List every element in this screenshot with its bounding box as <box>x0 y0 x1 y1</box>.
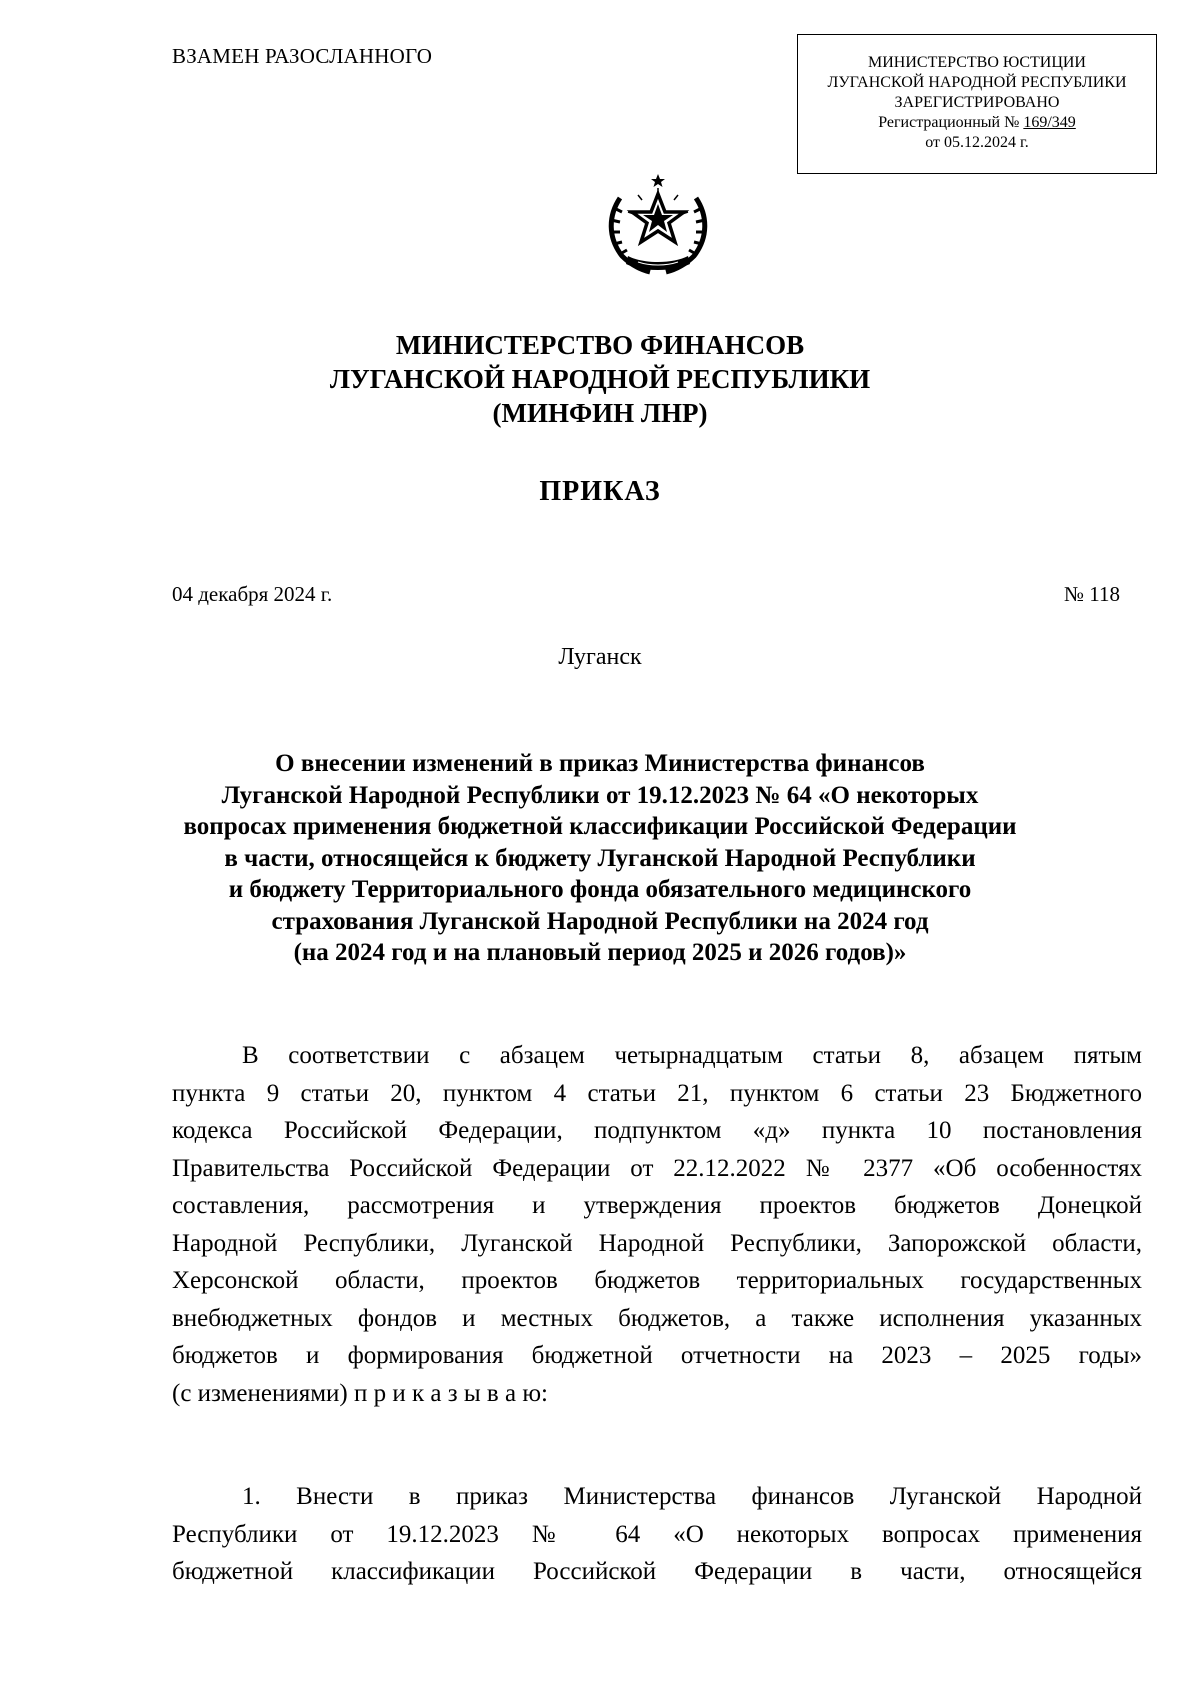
document-city: Луганск <box>558 644 642 670</box>
subject-line: О внесении изменений в приказ Министерства финансов <box>275 750 925 777</box>
ministry-line-1: МИНИСТЕРСТВО ФИНАНСОВ <box>395 330 805 360</box>
reg-republic-line: ЛУГАНСКОЙ НАРОДНОЙ РЕСПУБЛИКИ <box>827 74 1127 91</box>
paragraph-line: внебюджетных фондов и местных бюджетов, а также исполнения указанных <box>172 1304 1142 1332</box>
paragraph-line: кодекса Российской Федерации, подпунктом «д» пункта 10 постановления <box>172 1117 1142 1144</box>
paragraph-line: (с изменениями) п р и к а з ы в а ю: <box>172 1379 548 1407</box>
paragraph-line: бюджетной классификации Российской Федерации в части, относящейся <box>172 1558 1142 1585</box>
reg-date: от 05.12.2024 г. <box>925 134 1029 151</box>
ministry-line-2: ЛУГАНСКОЙ НАРОДНОЙ РЕСПУБЛИКИ <box>329 364 871 394</box>
document-number: № 118 <box>1063 582 1120 606</box>
reg-number-prefix: Регистрационный № <box>878 114 1024 131</box>
ministry-name <box>0 328 1200 430</box>
reg-number-line <box>798 113 1156 133</box>
subject-line: страхования Луганской Народной Республики на 2024 год <box>271 907 929 935</box>
paragraph-line: 1. Внести в приказ Министерства финансов Луганской Народной <box>242 1483 1142 1510</box>
document-subject <box>120 748 1080 969</box>
preamble-paragraph <box>172 1037 1142 1412</box>
ministry-line-3: (МИНФИН ЛНР) <box>492 398 708 428</box>
paragraph-line: составления, рассмотрения и утверждения проектов бюджетов Донецкой <box>172 1192 1142 1219</box>
document-date: 04 декабря 2024 г. <box>172 582 333 606</box>
paragraph-line: Херсонской области, проектов бюджетов территориальных государственных <box>172 1267 1142 1294</box>
replacement-mark: ВЗАМЕН РАЗОСЛАННОГО <box>172 44 433 68</box>
document-type: ПРИКАЗ <box>539 476 661 507</box>
subject-line: и бюджету Территориального фонда обязательного медицинского <box>228 876 972 903</box>
subject-line: в части, относящейся к бюджету Луганской Народной Республики <box>224 844 976 872</box>
subject-line: вопросах применения бюджетной классификации Российской Федерации <box>183 813 1017 840</box>
reg-ministry-line: МИНИСТЕРСТВО ЮСТИЦИИ <box>868 54 1086 71</box>
subject-line: (на 2024 год и на плановый период 2025 и 2026 годов)» <box>293 939 907 966</box>
coat-of-arms-icon <box>598 168 718 280</box>
reg-number: 169/349 <box>1023 114 1076 131</box>
subject-line: Луганской Народной Республики от 19.12.2023 № 64 «О некоторых <box>221 781 979 809</box>
registration-stamp <box>797 34 1157 174</box>
paragraph-line: Республики от 19.12.2023 № 64 «О некоторых вопросах применения <box>172 1520 1142 1548</box>
paragraph-line: бюджетов и формирования бюджетной отчетности на 2023 – 2025 годы» <box>172 1342 1142 1369</box>
paragraph-line: Правительства Российской Федерации от 22.12.2022 № 2377 «Об особенностях <box>172 1154 1142 1182</box>
paragraph-line: пункта 9 статьи 20, пунктом 4 статьи 21, пунктом 6 статьи 23 Бюджетного <box>172 1079 1142 1107</box>
paragraph-line: Народной Республики, Луганской Народной Республики, Запорожской области, <box>172 1229 1142 1257</box>
paragraph-line: В соответствии с абзацем четырнадцатым статьи 8, абзацем пятым <box>242 1042 1142 1069</box>
reg-status-line: ЗАРЕГИСТРИРОВАНО <box>894 94 1060 111</box>
item-1-paragraph <box>172 1478 1142 1591</box>
